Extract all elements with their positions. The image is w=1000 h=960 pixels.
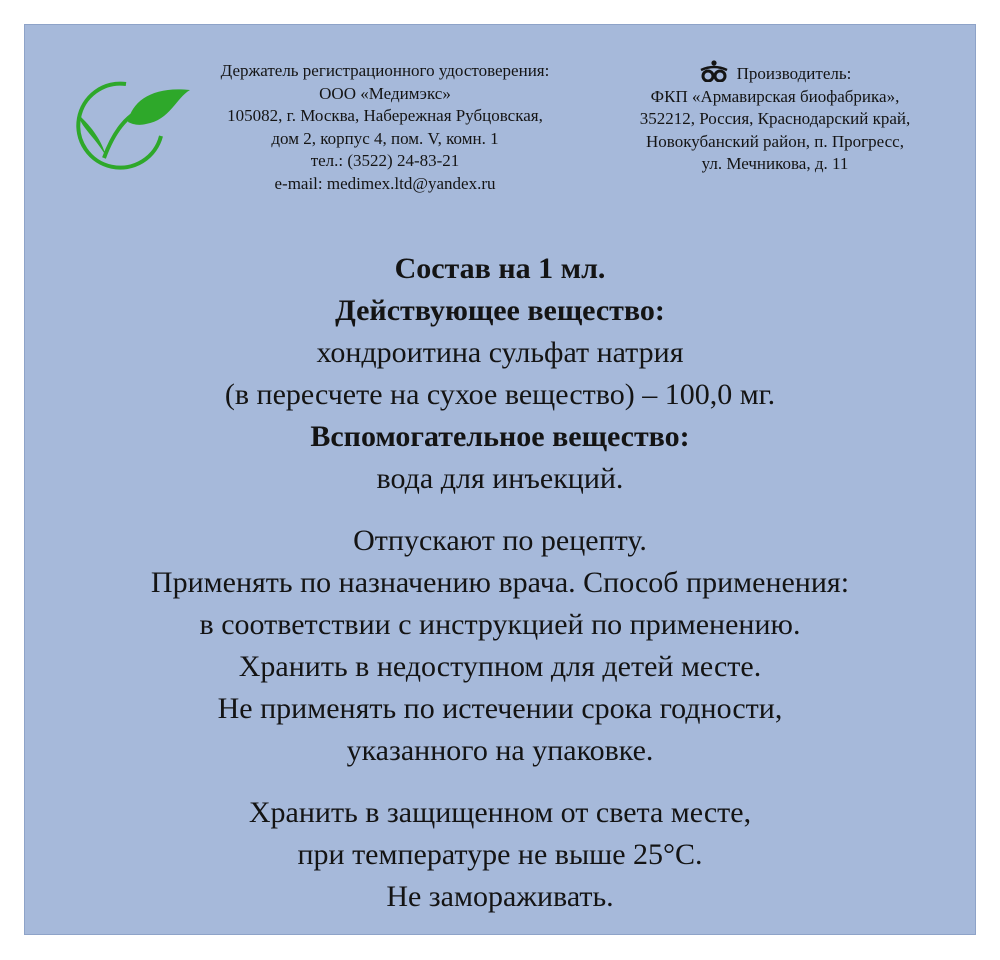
main-text (30, 248, 970, 918)
excipient-heading: Вспомогательное вещество: (310, 420, 690, 453)
holder-line: тел.: (3522) 24-83-21 (310, 151, 460, 170)
active-substance-heading: Действующее вещество: (335, 294, 665, 327)
instruction-line: Хранить в недоступном для детей месте. (238, 650, 762, 683)
manufacturer-line: 352212, Россия, Краснодарский край, (639, 109, 911, 128)
instruction-line: Отпускают по рецепту. (353, 524, 647, 557)
manufacturer-line: Новокубанский район, п. Прогресс, (646, 131, 904, 151)
registration-holder-block (165, 60, 605, 195)
holder-line: дом 2, корпус 4, пом. V, комн. 1 (271, 128, 499, 148)
composition-heading: Состав на 1 мл. (394, 252, 606, 285)
active-substance: хондроитина сульфат натрия (316, 336, 684, 369)
manufacturer-line: ФКП «Армавирская биофабрика», (650, 86, 900, 106)
excipient: вода для инъекций. (376, 462, 624, 495)
manufacturer-block (590, 60, 960, 176)
instruction-line: указанного на упаковке. (346, 734, 654, 767)
manufacturer-title: Производитель: (736, 64, 852, 83)
biofactory-logo-icon (699, 60, 729, 82)
instruction-line: в соответствии с инструкцией по применению. (199, 608, 801, 641)
instruction-line: Не применять по истечении срока годности, (217, 692, 783, 725)
holder-line: Держатель регистрационного удостоверения: (220, 61, 550, 80)
storage-line: Хранить в защищенном от света месте, (248, 796, 752, 829)
holder-line: 105082, г. Москва, Набережная Рубцовская, (227, 106, 543, 125)
holder-email: e-mail: medimex.ltd@yandex.ru (274, 173, 496, 193)
manufacturer-line: ул. Мечникова, д. 11 (701, 154, 849, 173)
active-substance-amount: (в пересчете на сухое вещество) – 100,0 мг. (224, 378, 776, 411)
storage-line: при температуре не выше 25°С. (297, 838, 703, 871)
storage-line: Не замораживать. (386, 880, 614, 913)
holder-line: ООО «Медимэкс» (319, 83, 451, 103)
instruction-line: Применять по назначению врача. Способ применения: (150, 566, 850, 599)
